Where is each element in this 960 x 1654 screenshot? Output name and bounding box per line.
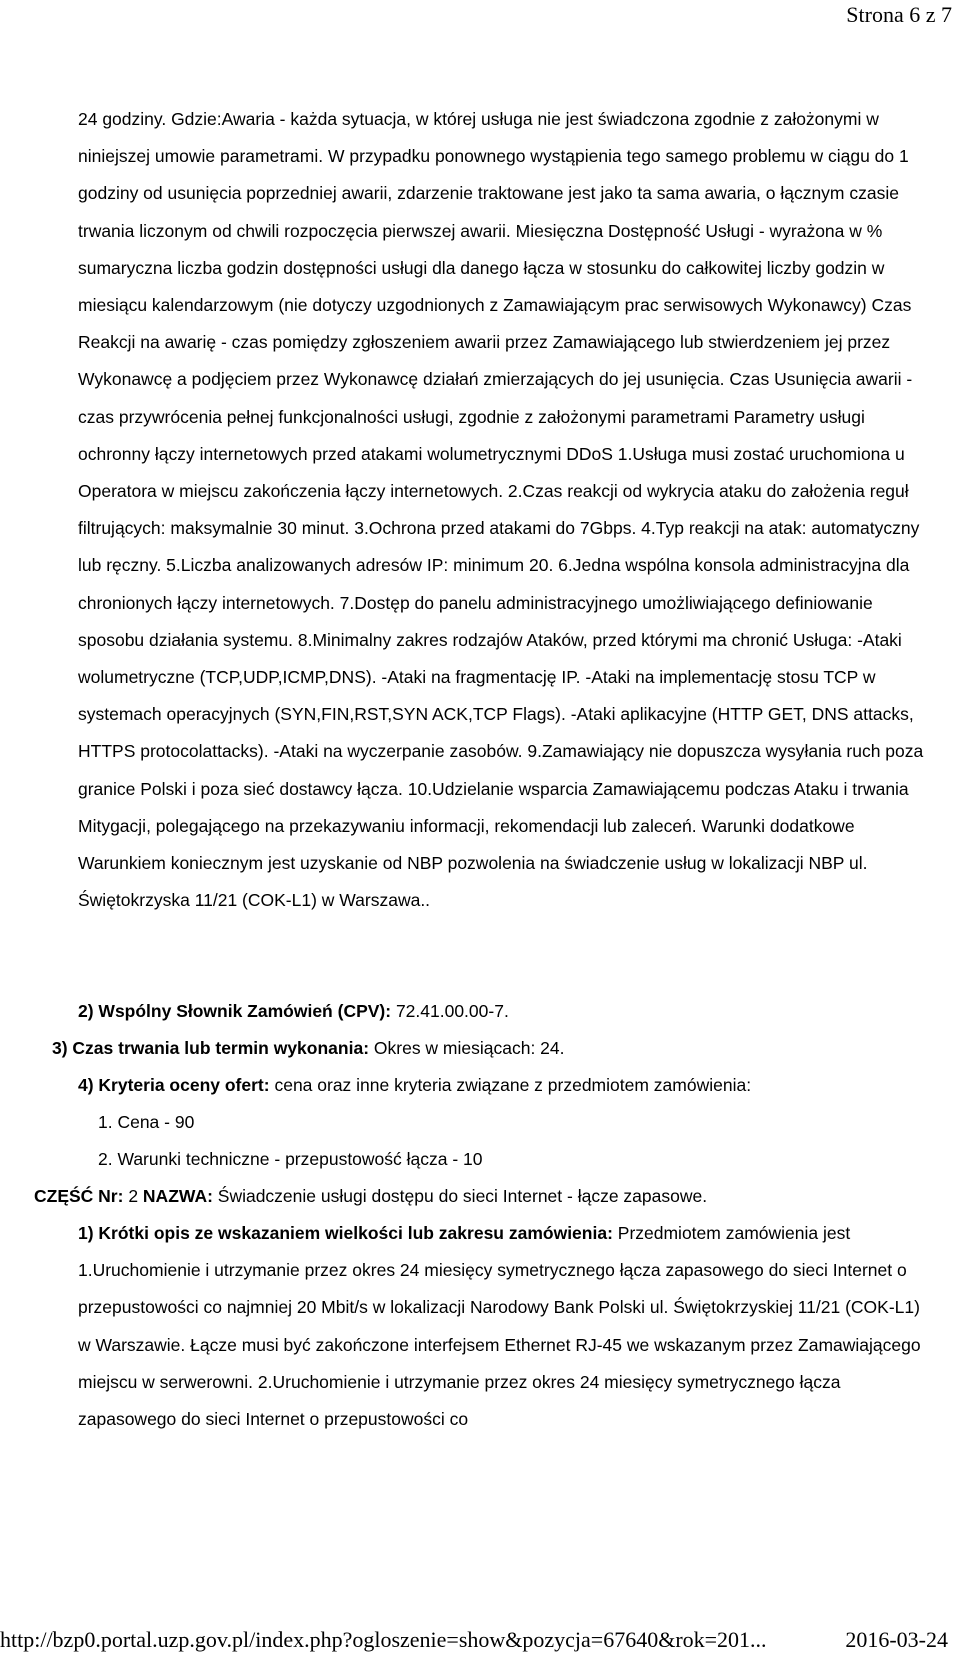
cpv-label: 2) Wspólny Słownik Zamówień (CPV): [78, 1001, 392, 1021]
description-body [78, 101, 928, 919]
footer-date: 2016-03-24 [845, 1627, 948, 1652]
duration-value: Okres w miesiącach: 24. [369, 1038, 565, 1058]
page-number: Strona 6 z 7 [846, 2, 952, 27]
part-name-value: Świadczenie usługi dostępu do sieci Internet - łącze zapasowe. [212, 1186, 708, 1206]
cpv-line [78, 993, 509, 1030]
criteria-value: cena oraz inne kryteria związane z przedmiotem zamówienia: [269, 1075, 752, 1095]
criteria-line [78, 1067, 751, 1104]
part-number: 2 [123, 1186, 143, 1206]
part-name-label: NAZWA: [142, 1186, 213, 1206]
duration-label: 3) Czas trwania lub termin wykonania: [52, 1038, 370, 1058]
duration-line [52, 1030, 565, 1067]
part-heading [34, 1178, 707, 1215]
criteria-item-technical: 2. Warunki techniczne - przepustowość łącza - 10 [98, 1149, 483, 1169]
short-description-label: 1) Krótki opis ze wskazaniem wielkości lub zakresu zamówienia: [78, 1223, 613, 1243]
cpv-value: 72.41.00.00-7. [391, 1001, 509, 1021]
short-description [78, 1215, 928, 1438]
short-description-value: Przedmiotem zamówienia jest 1.Uruchomienie i utrzymanie przez okres 24 miesięcy symetrycznego łącza zapasowego do sieci Internet o przepustowości co najmniej 20 Mbit/s w lokalizacji Narodowy Bank Polski ul. Świętokrzyskiej 11/21 (COK-L1) w Warszawie. Łącze musi być zakończone interfejsem Ethernet RJ-45 we wskazanym przez Zamawiającego miejscu w serwerowni. 2.Uruchomienie i utrzymanie przez okres 24 miesięcy symetrycznego łącza zapasowego do sieci Internet o przepustowości co [78, 1223, 921, 1430]
description-paragraph: 24 godziny. Gdzie:Awaria - każda sytuacja, w której usługa nie jest świadczona zgodnie z założonymi w niniejszej umowie parametrami. W przypadku ponownego wystąpienia tego samego problemu w ciągu do 1 godziny od usunięcia poprzedniej awarii, zdarzenie traktowane jest jako ta sama awaria, o łącznym czasie trwania liczonym od chwili rozpoczęcia pierwszej awarii. Miesięczna Dostępność Usługi - wyrażona w % sumaryczna liczba godzin dostępności usługi dla danego łącza w stosunku do całkowitej liczby godzin w miesiącu kalendarzowym (nie dotyczy uzgodnionych z Zamawiającym prac serwisowych Wykonawcy) Czas Reakcji na awarię - czas pomiędzy zgłoszeniem awarii przez Zamawiającego lub stwierdzeniem jej przez Wykonawcę a podjęciem przez Wykonawcę działań zmierzających do jej usunięcia. Czas Usunięcia awarii - czas przywrócenia pełnej funkcjonalności usługi, zgodnie z założonymi parametrami Parametry usługi ochronny łączy internetowych przed atakami wolumetrycznymi DDoS 1.Usługa musi zostać uruchomiona u Operatora w miejscu zakończenia łączy internetowych. 2.Czas reakcji od wykrycia ataku do założenia reguł filtrujących: maksymalnie 30 minut. 3.Ochrona przed atakami do 7Gbps. 4.Typ reakcji na atak: automatyczny lub ręczny. 5.Liczba analizowanych adresów IP: minimum 20. 6.Jedna wspólna konsola administracyjna dla chronionych łączy internetowych. 7.Dostęp do panelu administracyjnego umożliwiającego definiowanie sposobu działania systemu. 8.Minimalny zakres rodzajów Ataków, przed którymi ma chronić Usługa: -Ataki wolumetryczne (TCP,UDP,ICMP,DNS). -Ataki na fragmentację IP. -Ataki na implementację stosu TCP w systemach operacyjnych (SYN,FIN,RST,SYN ACK,TCP Flags). -Ataki aplikacyjne (HTTP GET, DNS attacks, HTTPS protocolattacks). -Ataki na wyczerpanie zasobów. 9.Zamawiający nie dopuszcza wysyłania ruch poza granice Polski i poza sieć dostawcy łącza. 10.Udzielanie wsparcia Zamawiającemu podczas Ataku i trwania Mitygacji, polegającego na przekazywaniu informacji, rekomendacji lub zaleceń. Warunki dodatkowe Warunkiem koniecznym jest uzyskanie od NBP pozwolenia na świadczenie usług w lokalizacji NBP ul. Świętokrzyska 11/21 (COK-L1) w Warszawa.. [78, 109, 924, 911]
part-label: CZĘŚĆ Nr: [34, 1186, 124, 1206]
criteria-item-price: 1. Cena - 90 [98, 1112, 195, 1132]
criteria-label: 4) Kryteria oceny ofert: [78, 1075, 270, 1095]
footer-url: http://bzp0.portal.uzp.gov.pl/index.php?ogloszenie=show&pozycja=67640&rok=201... [0, 1627, 767, 1652]
